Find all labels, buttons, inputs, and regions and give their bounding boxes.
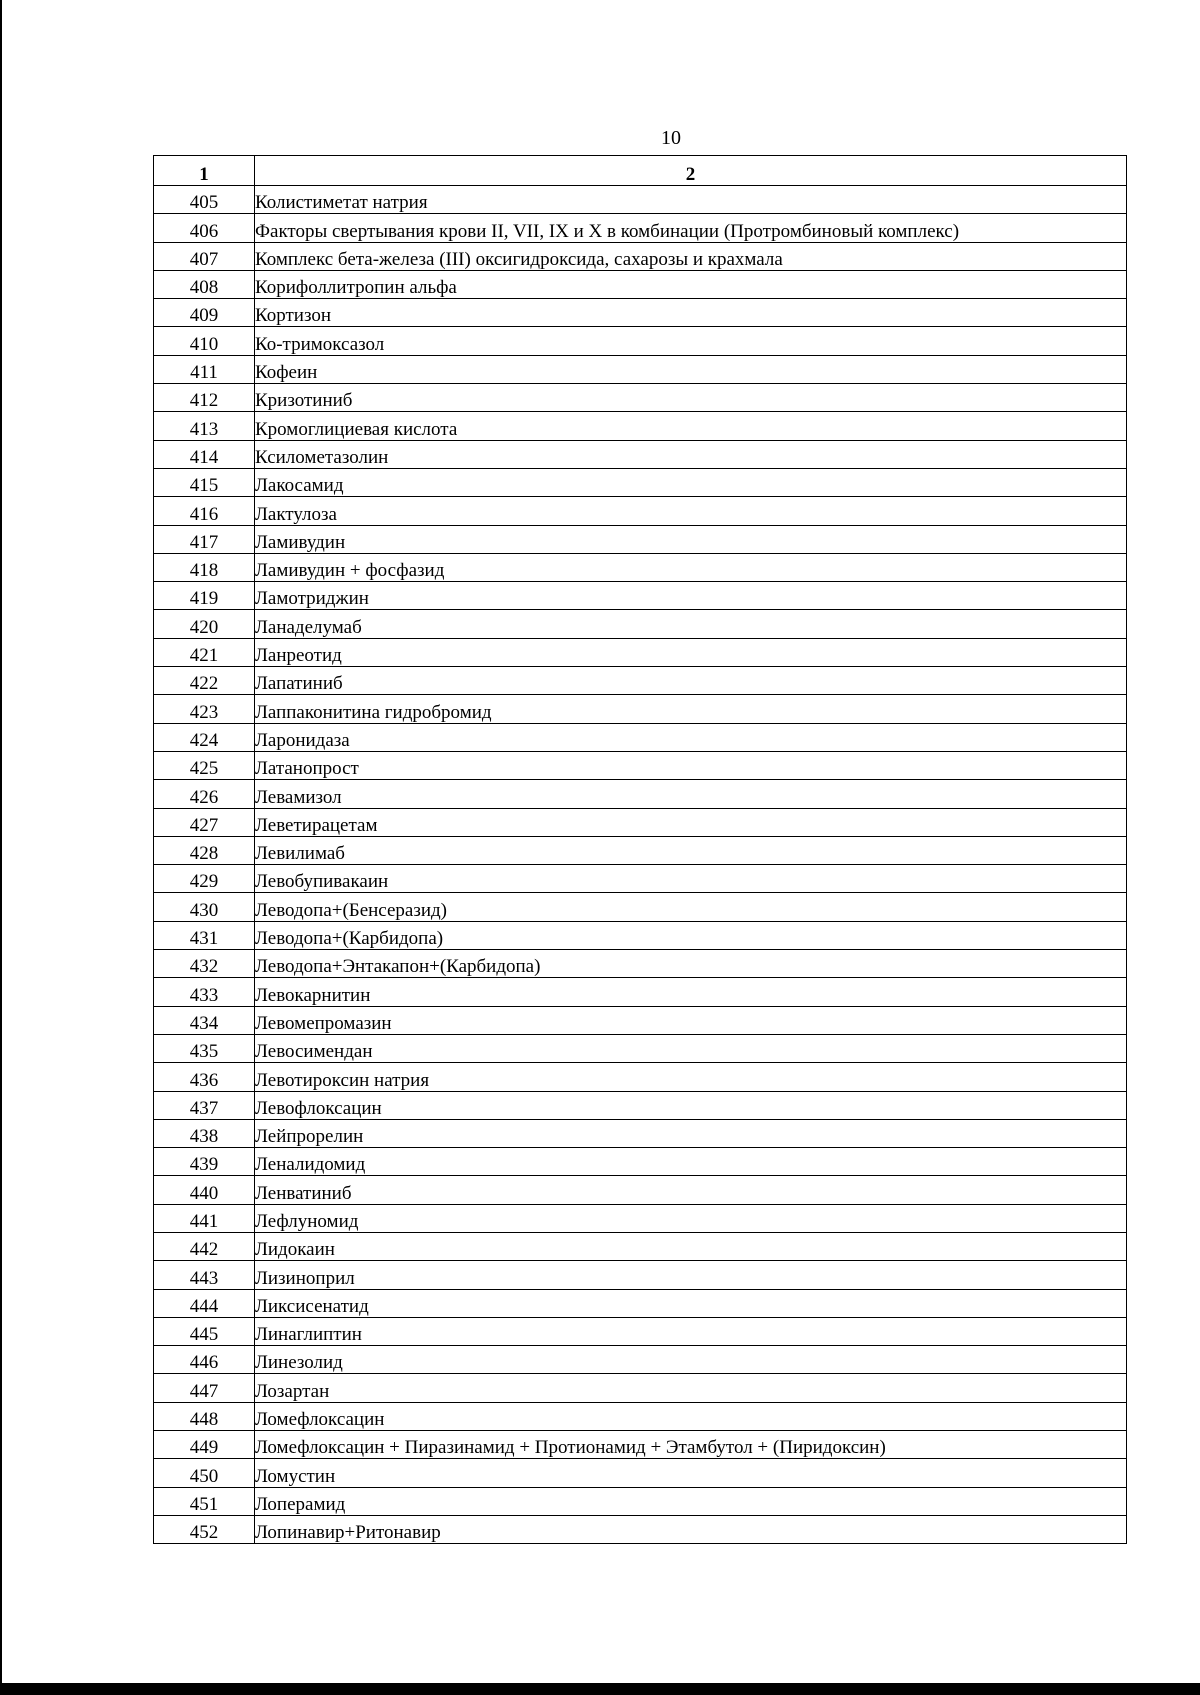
medicine-name: Линезолид [255, 1346, 1127, 1374]
row-number: 430 [154, 893, 255, 921]
row-number: 450 [154, 1459, 255, 1487]
table-row [154, 582, 1127, 610]
table-row [154, 780, 1127, 808]
row-number: 410 [154, 327, 255, 355]
table-row [154, 1261, 1127, 1289]
table-body [154, 186, 1127, 1544]
table-row [154, 1289, 1127, 1317]
table-row [154, 950, 1127, 978]
scan-bottom-bar [0, 1683, 1200, 1695]
row-number: 441 [154, 1204, 255, 1232]
table-row [154, 1148, 1127, 1176]
row-number: 443 [154, 1261, 255, 1289]
table-row [154, 1346, 1127, 1374]
table-row [154, 978, 1127, 1006]
medicine-name: Левокарнитин [255, 978, 1127, 1006]
medicine-name: Леводопа+Энтакапон+(Карбидопа) [255, 950, 1127, 978]
table-row [154, 751, 1127, 779]
medicine-name: Колистиметат натрия [255, 186, 1127, 214]
table-row [154, 610, 1127, 638]
medicine-name: Ко-тримоксазол [255, 327, 1127, 355]
row-number: 407 [154, 242, 255, 270]
table-row [154, 299, 1127, 327]
medicine-name: Леветирацетам [255, 808, 1127, 836]
medicine-name: Ламотриджин [255, 582, 1127, 610]
table-row [154, 1515, 1127, 1543]
table-row [154, 525, 1127, 553]
medicine-name: Ломефлоксацин [255, 1402, 1127, 1430]
medicine-name: Левилимаб [255, 836, 1127, 864]
table-row [154, 355, 1127, 383]
row-number: 428 [154, 836, 255, 864]
table-row [154, 1119, 1127, 1147]
table-row [154, 1487, 1127, 1515]
row-number: 424 [154, 723, 255, 751]
table-row [154, 808, 1127, 836]
medicine-name: Лейпрорелин [255, 1119, 1127, 1147]
table-row [154, 1091, 1127, 1119]
medicine-name: Лидокаин [255, 1232, 1127, 1260]
row-number: 439 [154, 1148, 255, 1176]
row-number: 446 [154, 1346, 255, 1374]
medicine-name: Леналидомид [255, 1148, 1127, 1176]
medicine-name: Лаппаконитина гидробромид [255, 695, 1127, 723]
table-row [154, 1459, 1127, 1487]
medicine-name: Факторы свертывания крови II, VII, IX и X в комбинации (Протромбиновый комплекс) [255, 214, 1127, 242]
table-row [154, 1232, 1127, 1260]
row-number: 451 [154, 1487, 255, 1515]
row-number: 419 [154, 582, 255, 610]
table-row [154, 865, 1127, 893]
row-number: 433 [154, 978, 255, 1006]
medicine-name: Лактулоза [255, 497, 1127, 525]
table-header-row [154, 156, 1127, 186]
table-row [154, 695, 1127, 723]
row-number: 434 [154, 1006, 255, 1034]
row-number: 436 [154, 1063, 255, 1091]
medicine-table-container [153, 155, 1126, 1544]
medicine-name: Ламивудин + фосфазид [255, 553, 1127, 581]
scan-left-edge [0, 0, 2, 1685]
medicine-name: Ксилометазолин [255, 440, 1127, 468]
row-number: 429 [154, 865, 255, 893]
row-number: 449 [154, 1431, 255, 1459]
medicine-name: Ликсисенатид [255, 1289, 1127, 1317]
row-number: 423 [154, 695, 255, 723]
table-row [154, 327, 1127, 355]
medicine-name: Ланаделумаб [255, 610, 1127, 638]
row-number: 420 [154, 610, 255, 638]
row-number: 405 [154, 186, 255, 214]
medicine-name: Лоперамид [255, 1487, 1127, 1515]
row-number: 435 [154, 1034, 255, 1062]
medicine-name: Кофеин [255, 355, 1127, 383]
medicine-name: Кромоглициевая кислота [255, 412, 1127, 440]
table-row [154, 1317, 1127, 1345]
row-number: 425 [154, 751, 255, 779]
column-header-number: 1 [154, 156, 255, 186]
table-row [154, 667, 1127, 695]
row-number: 411 [154, 355, 255, 383]
medicine-name: Леводопа+(Бенсеразид) [255, 893, 1127, 921]
table-row [154, 1204, 1127, 1232]
row-number: 452 [154, 1515, 255, 1543]
row-number: 438 [154, 1119, 255, 1147]
row-number: 412 [154, 384, 255, 412]
row-number: 416 [154, 497, 255, 525]
table-row [154, 893, 1127, 921]
table-row [154, 497, 1127, 525]
row-number: 431 [154, 921, 255, 949]
row-number: 432 [154, 950, 255, 978]
medicine-name: Ланреотид [255, 638, 1127, 666]
table-row [154, 186, 1127, 214]
medicine-name: Линаглиптин [255, 1317, 1127, 1345]
table-row [154, 1034, 1127, 1062]
medicine-name: Лапатиниб [255, 667, 1127, 695]
medicine-name: Лизиноприл [255, 1261, 1127, 1289]
medicine-name: Левобупивакаин [255, 865, 1127, 893]
medicine-name: Лозартан [255, 1374, 1127, 1402]
table-row [154, 1431, 1127, 1459]
row-number: 440 [154, 1176, 255, 1204]
medicine-name: Леводопа+(Карбидопа) [255, 921, 1127, 949]
table-row [154, 242, 1127, 270]
row-number: 444 [154, 1289, 255, 1317]
table-row [154, 384, 1127, 412]
medicine-name: Левотироксин натрия [255, 1063, 1127, 1091]
row-number: 414 [154, 440, 255, 468]
table-row [154, 1176, 1127, 1204]
row-number: 447 [154, 1374, 255, 1402]
row-number: 415 [154, 468, 255, 496]
row-number: 421 [154, 638, 255, 666]
medicine-name: Ларонидаза [255, 723, 1127, 751]
table-row [154, 214, 1127, 242]
table-row [154, 1063, 1127, 1091]
row-number: 408 [154, 270, 255, 298]
medicine-table [153, 155, 1127, 1544]
table-row [154, 1402, 1127, 1430]
row-number: 413 [154, 412, 255, 440]
table-row [154, 1006, 1127, 1034]
medicine-name: Левомепромазин [255, 1006, 1127, 1034]
table-row [154, 468, 1127, 496]
table-row [154, 723, 1127, 751]
row-number: 448 [154, 1402, 255, 1430]
table-row [154, 270, 1127, 298]
row-number: 427 [154, 808, 255, 836]
column-header-name: 2 [255, 156, 1127, 186]
medicine-name: Левамизол [255, 780, 1127, 808]
medicine-name: Ленватиниб [255, 1176, 1127, 1204]
medicine-name: Кризотиниб [255, 384, 1127, 412]
table-row [154, 440, 1127, 468]
medicine-name: Ломефлоксацин + Пиразинамид + Протионамид + Этамбутол + (Пиридоксин) [255, 1431, 1127, 1459]
medicine-name: Лопинавир+Ритонавир [255, 1515, 1127, 1543]
medicine-name: Лакосамид [255, 468, 1127, 496]
row-number: 442 [154, 1232, 255, 1260]
row-number: 409 [154, 299, 255, 327]
table-row [154, 1374, 1127, 1402]
medicine-name: Корифоллитропин альфа [255, 270, 1127, 298]
medicine-name: Лефлуномид [255, 1204, 1127, 1232]
page-number: 10 [661, 127, 681, 149]
medicine-name: Левосимендан [255, 1034, 1127, 1062]
row-number: 417 [154, 525, 255, 553]
row-number: 445 [154, 1317, 255, 1345]
row-number: 406 [154, 214, 255, 242]
medicine-name: Кортизон [255, 299, 1127, 327]
table-row [154, 638, 1127, 666]
medicine-name: Левофлоксацин [255, 1091, 1127, 1119]
medicine-name: Латанопрост [255, 751, 1127, 779]
medicine-name: Комплекс бета-железа (III) оксигидроксида, сахарозы и крахмала [255, 242, 1127, 270]
medicine-name: Ломустин [255, 1459, 1127, 1487]
row-number: 422 [154, 667, 255, 695]
row-number: 437 [154, 1091, 255, 1119]
table-row [154, 836, 1127, 864]
table-row [154, 553, 1127, 581]
table-row [154, 412, 1127, 440]
row-number: 426 [154, 780, 255, 808]
table-row [154, 921, 1127, 949]
row-number: 418 [154, 553, 255, 581]
medicine-name: Ламивудин [255, 525, 1127, 553]
